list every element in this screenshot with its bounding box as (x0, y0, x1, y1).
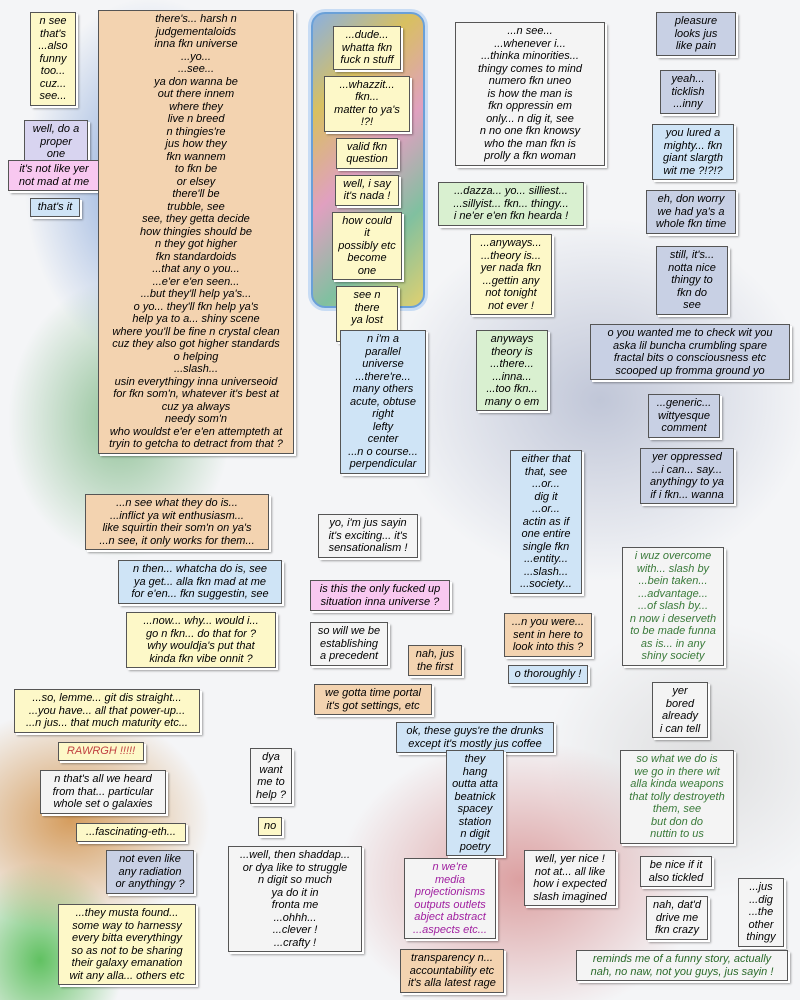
speech-bubble: ...n see... ...whenever i... ...thinka minorities... thingy comes to mind numero fkn uneo is how the man is fkn oppressin em only... n dig it, see n no one fkn knowsy who the man fkn is prolly a fkn woman (455, 22, 605, 166)
speech-bubble: transparency n... accountability etc it's alla latest rage (400, 949, 504, 993)
speech-bubble: how could it possibly etc become one (332, 212, 402, 281)
speech-bubble: so will we be establishing a precedent (310, 622, 388, 666)
speech-bubble: not even like any radiation or anythingy ? (106, 850, 194, 894)
speech-bubble: either that that, see ...or... dig it ...or... actin as if one entire single fkn ...entity... ...slash... ...society... (510, 450, 582, 594)
speech-bubble: ...fascinating-eth... (76, 823, 186, 842)
speech-bubble: o thoroughly ! (508, 665, 588, 684)
speech-bubble: yer bored already i can tell (652, 682, 708, 738)
speech-bubble: still, it's... notta nice thingy to fkn do see (656, 246, 728, 315)
speech-bubble: ...now... why... would i... go n fkn... do that for ? why wouldja's put that kinda fkn vibe onnit ? (126, 612, 276, 668)
speech-bubble: nah, dat'd drive me fkn crazy (646, 896, 708, 940)
speech-bubble: ...well, then shaddap... or dya like to struggle n digit so much ya do it in fronta me ...ohhh... ...clever ! ...crafty ! (228, 846, 362, 952)
speech-bubble: ...so, lemme... git dis straight... ...you have... all that power-up... ...n jus... that much maturity etc... (14, 689, 200, 733)
speech-bubble: n see that's ...also funny too... cuz... see... (30, 12, 76, 106)
speech-bubble: anyways theory is ...there... ...inna... ...too fkn... many o em (476, 330, 548, 411)
speech-bubble: ...n you were... sent in here to look into this ? (504, 613, 592, 657)
speech-bubble: i wuz overcome with... slash by ...bein taken... ...advantage... ...of slash by... n now i deserveth to be made funna as is... in any shiny society (622, 547, 724, 666)
speech-bubble: ...anyways... ...theory is... yer nada fkn ...gettin any not tonight not ever ! (470, 234, 552, 315)
speech-bubble: yeah... ticklish ...inny (660, 70, 716, 114)
speech-bubble: reminds me of a funny story, actually nah, no naw, not you guys, jus sayin ! (576, 950, 788, 981)
speech-bubble: eh, don worry we had ya's a whole fkn time (646, 190, 736, 234)
speech-bubble: ...they musta found... some way to harnessy every bitta everythingy so as not to be sharing their galaxy emanation wit any alla... others etc (58, 904, 196, 985)
speech-bubble: o you wanted me to check wit you aska lil buncha crumbling spare fractal bits o consciousness etc scooped up fromma ground yo (590, 324, 790, 380)
speech-bubble: well, do a proper one (24, 120, 88, 164)
speech-bubble: n then... whatcha do is, see ya get... alla fkn mad at me for e'en... fkn suggestin, see (118, 560, 282, 604)
speech-bubble: yer oppressed ...i can... say... anythingy to ya if i fkn... wanna (640, 448, 734, 504)
speech-bubble: n we're media projectionisms outputs outlets abject abstract ...aspects etc... (404, 858, 496, 939)
speech-bubble: well, i say it's nada ! (335, 175, 399, 206)
speech-bubble: valid fkn question (336, 138, 398, 169)
speech-bubble: ...jus ...dig ...the other thingy (738, 878, 784, 947)
speech-bubble: you lured a mighty... fkn giant slargth wit me ?!?!? (652, 124, 734, 180)
speech-bubble: dya want me to help ? (250, 748, 292, 804)
speech-bubble: RAWRGH !!!!! (58, 742, 144, 761)
speech-bubble: so what we do is we go in there wit alla kinda weapons that tolly destroyeth them, see but don do nuttin to us (620, 750, 734, 844)
speech-bubble: yo, i'm jus sayin it's exciting... it's sensationalism ! (318, 514, 418, 558)
speech-bubble: n that's all we heard from that... particular whole set o galaxies (40, 770, 166, 814)
speech-bubble: well, yer nice ! not at... all like how i expected slash imagined (524, 850, 616, 906)
speech-bubble: n i'm a parallel universe ...there're... many others acute, obtuse right lefty center ...n o course... perpendicular (340, 330, 426, 474)
speech-bubble: ...dude... whatta fkn fuck n stuff (333, 26, 401, 70)
speech-bubble: they hang outta atta beatnick spacey station n digit poetry (446, 750, 504, 856)
speech-bubble: that's it (30, 198, 80, 217)
speech-bubble: ...dazza... yo... silliest... ...sillyist... fkn... thingy... i ne'er e'en fkn hearda ! (438, 182, 584, 226)
totem-column (327, 26, 407, 342)
speech-bubble: nah, jus the first (408, 645, 462, 676)
speech-bubble: be nice if it also tickled (640, 856, 712, 887)
speech-bubble: ok, these guys're the drunks except it's mostly jus coffee (396, 722, 554, 753)
speech-bubble: no (258, 817, 282, 836)
speech-bubble: ...n see what they do is... ...inflict ya wit enthusiasm... like squirtin their som'n on ya's ...n see, it only works for them... (85, 494, 269, 550)
speech-bubble: pleasure looks jus like pain (656, 12, 736, 56)
speech-bubble: see n there ya lost (336, 286, 398, 342)
speech-bubble: ...whazzit... fkn... matter to ya's !?! (324, 76, 410, 132)
speech-bubble: there's... harsh n judgementaloids inna fkn universe ...yo... ...see... ya don wanna be out there innem where they live n breed n thingies're jus how they fkn wannem to fkn be or elsey there'll be trubble, see see, they getta decide how thingies should be n they got higher fkn standardoids ...that any o you... ...e'er e'en seen... ...but they'll help ya's... o yo... they'll fkn help ya's help ya to a... shiny scene where you'll be fine n crystal clean cuz they also got higher standards o helping ...slash... usin everythingy inna universeoid for fkn som'n, whatever it's best at cuz ya always needy som'n who wouldst e'er e'en attempteth at tryin to getcha to detract from that ? (98, 10, 294, 454)
speech-bubble: it's not like yer not mad at me (8, 160, 100, 191)
speech-bubble: is this the only fucked up situation inna universe ? (310, 580, 450, 611)
speech-bubble: we gotta time portal it's got settings, etc (314, 684, 432, 715)
speech-bubble: ...generic... wittyesque comment (648, 394, 720, 438)
